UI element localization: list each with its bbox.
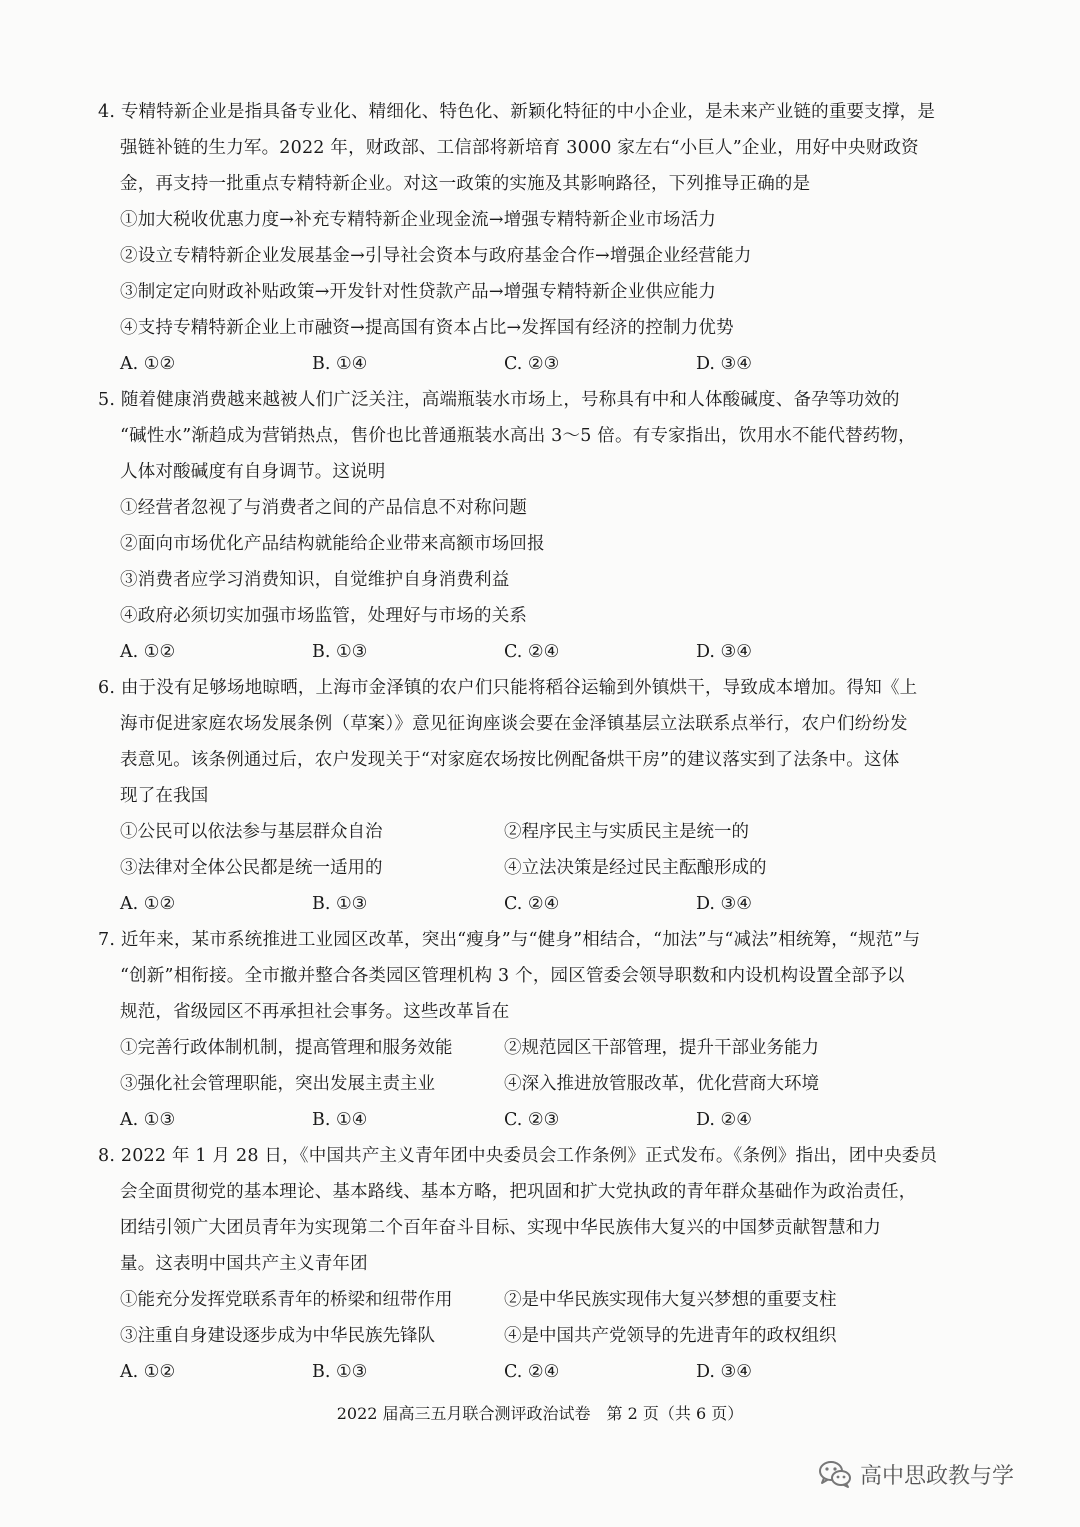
question-7 (98, 922, 998, 1138)
option-a: A. ①② (120, 894, 176, 914)
watermark (818, 1456, 1014, 1492)
option-b: B. ①③ (312, 642, 368, 662)
wechat-icon (818, 1459, 852, 1489)
statement-item: ①完善行政体制机制，提高管理和服务效能 (120, 1038, 453, 1058)
answer-options (98, 1354, 998, 1390)
option-c: C. ②③ (504, 1110, 560, 1130)
statement-item: ④是中国共产党领导的先进青年的政权组织 (504, 1326, 837, 1346)
page-footer: 2022 届高三五月联合测评政治试卷 第 2 页（共 6 页） (336, 1404, 744, 1423)
answer-options (98, 634, 998, 670)
option-a: A. ①② (120, 1362, 176, 1382)
option-c: C. ②④ (504, 894, 560, 914)
statement-item: ④支持专精特新企业上市融资→提高国有资本占比→发挥国有经济的控制力优势 (120, 318, 734, 338)
question-stem-line: 海市促进家庭农场发展条例（草案）》意见征询座谈会要在金泽镇基层立法联系点举行，农户们纷纷发 (120, 714, 908, 734)
option-d: D. ③④ (696, 642, 752, 662)
statement-item: ②面向市场优化产品结构就能给企业带来高额市场回报 (120, 534, 545, 554)
answer-options (98, 346, 998, 382)
option-d: D. ③④ (696, 1362, 752, 1382)
statement-item: ①加大税收优惠力度→补充专精特新企业现金流→增强专精特新企业市场活力 (120, 210, 717, 230)
option-d: D. ③④ (696, 894, 752, 914)
statement-item: ④立法决策是经过民主酝酿形成的 (504, 858, 767, 878)
statement-row (98, 1030, 998, 1066)
statement-row (98, 1282, 998, 1318)
option-b: B. ①③ (312, 894, 368, 914)
option-c: C. ②④ (504, 642, 560, 662)
question-stem-line: 8. 2022 年 1 月 28 日，《中国共产主义青年团中央委员会工作条例》正式发布。《条例》指出，团中央委员 (98, 1146, 938, 1166)
statement-item: ④深入推进放管服改革，优化营商大环境 (504, 1074, 819, 1094)
option-b: B. ①④ (312, 1110, 368, 1130)
statement-item: ①公民可以依法参与基层群众自治 (120, 822, 383, 842)
question-8 (98, 1138, 998, 1390)
option-a: A. ①③ (120, 1110, 176, 1130)
answer-options (98, 886, 998, 922)
question-stem-line: 强链补链的生力军。2022 年，财政部、工信部将新培育 3000 家左右“小巨人”企业，用好中央财政资 (120, 138, 919, 158)
option-a: A. ①② (120, 642, 176, 662)
option-c: C. ②④ (504, 1362, 560, 1382)
answer-options (98, 1102, 998, 1138)
question-stem-line: 人体对酸碱度有自身调节。这说明 (120, 462, 386, 482)
question-stem-line: 表意见。该条例通过后，农户发现关于“对家庭农场按比例配备烘干房”的建议落实到了法条中。这体 (120, 750, 900, 770)
statement-item: ②程序民主与实质民主是统一的 (504, 822, 749, 842)
option-c: C. ②③ (504, 354, 560, 374)
statement-item: ③制定定向财政补贴政策→开发针对性贷款产品→增强专精特新企业供应能力 (120, 282, 717, 302)
statement-item: ③强化社会管理职能，突出发展主责主业 (120, 1074, 435, 1094)
question-stem-line: 金，再支持一批重点专精特新企业。对这一政策的实施及其影响路径，下列推导正确的是 (120, 174, 811, 194)
question-stem-line: “碱性水”渐趋成为营销热点，售价也比普通瓶装水高出 3～5 倍。有专家指出，饮用水不能代替药物， (120, 426, 916, 446)
question-stem-line: 规范，省级园区不再承担社会事务。这些改革旨在 (120, 1002, 510, 1022)
statement-row (98, 814, 998, 850)
option-a: A. ①② (120, 354, 176, 374)
statement-item: ②是中华民族实现伟大复兴梦想的重要支柱 (504, 1290, 837, 1310)
option-d: D. ②④ (696, 1110, 752, 1130)
question-stem-line: 7. 近年来，某市系统推进工业园区改革，突出“瘦身”与“健身”相结合，“加法”与“减法”相统筹，“规范”与 (98, 930, 921, 950)
question-stem-line: 会全面贯彻党的基本理论、基本路线、基本方略，把巩固和扩大党执政的青年群众基础作为政治责任， (120, 1182, 917, 1202)
question-stem-line: “创新”相衔接。全市撤并整合各类园区管理机构 3 个，园区管委会领导职数和内设机构设置全部予以 (120, 966, 905, 986)
statement-row (98, 850, 998, 886)
question-stem-line: 4. 专精特新企业是指具备专业化、精细化、特色化、新颖化特征的中小企业，是未来产业链的重要支撑，是 (98, 102, 936, 122)
statement-item: ③消费者应学习消费知识，自觉维护自身消费利益 (120, 570, 510, 590)
statement-item: ①能充分发挥党联系青年的桥梁和纽带作用 (120, 1290, 453, 1310)
question-list (98, 94, 998, 1390)
question-stem-line: 现了在我国 (120, 786, 209, 806)
question-stem-line: 6. 由于没有足够场地晾晒，上海市金泽镇的农户们只能将稻谷运输到外镇烘干，导致成本增加。得知《上 (98, 678, 918, 698)
question-6 (98, 670, 998, 922)
question-5 (98, 382, 998, 670)
statement-item: ②规范园区干部管理，提升干部业务能力 (504, 1038, 819, 1058)
watermark-text: 高中思政教与学 (860, 1463, 1015, 1489)
statement-item: ④政府必须切实加强市场监管，处理好与市场的关系 (120, 606, 528, 626)
statement-row (98, 1318, 998, 1354)
question-4 (98, 94, 998, 382)
option-d: D. ③④ (696, 354, 752, 374)
statement-item: ①经营者忽视了与消费者之间的产品信息不对称问题 (120, 498, 528, 518)
question-stem-line: 团结引领广大团员青年为实现第二个百年奋斗目标、实现中华民族伟大复兴的中国梦贡献智慧和力 (120, 1218, 882, 1238)
option-b: B. ①③ (312, 1362, 368, 1382)
statement-item: ②设立专精特新企业发展基金→引导社会资本与政府基金合作→增强企业经营能力 (120, 246, 752, 266)
question-stem-line: 量。这表明中国共产主义青年团 (120, 1254, 368, 1274)
statement-row (98, 1066, 998, 1102)
question-stem-line: 5. 随着健康消费越来越被人们广泛关注，高端瓶装水市场上，号称具有中和人体酸碱度、备孕等功效的 (98, 390, 900, 410)
statement-item: ③法律对全体公民都是统一适用的 (120, 858, 383, 878)
statement-item: ③注重自身建设逐步成为中华民族先锋队 (120, 1326, 435, 1346)
option-b: B. ①④ (312, 354, 368, 374)
